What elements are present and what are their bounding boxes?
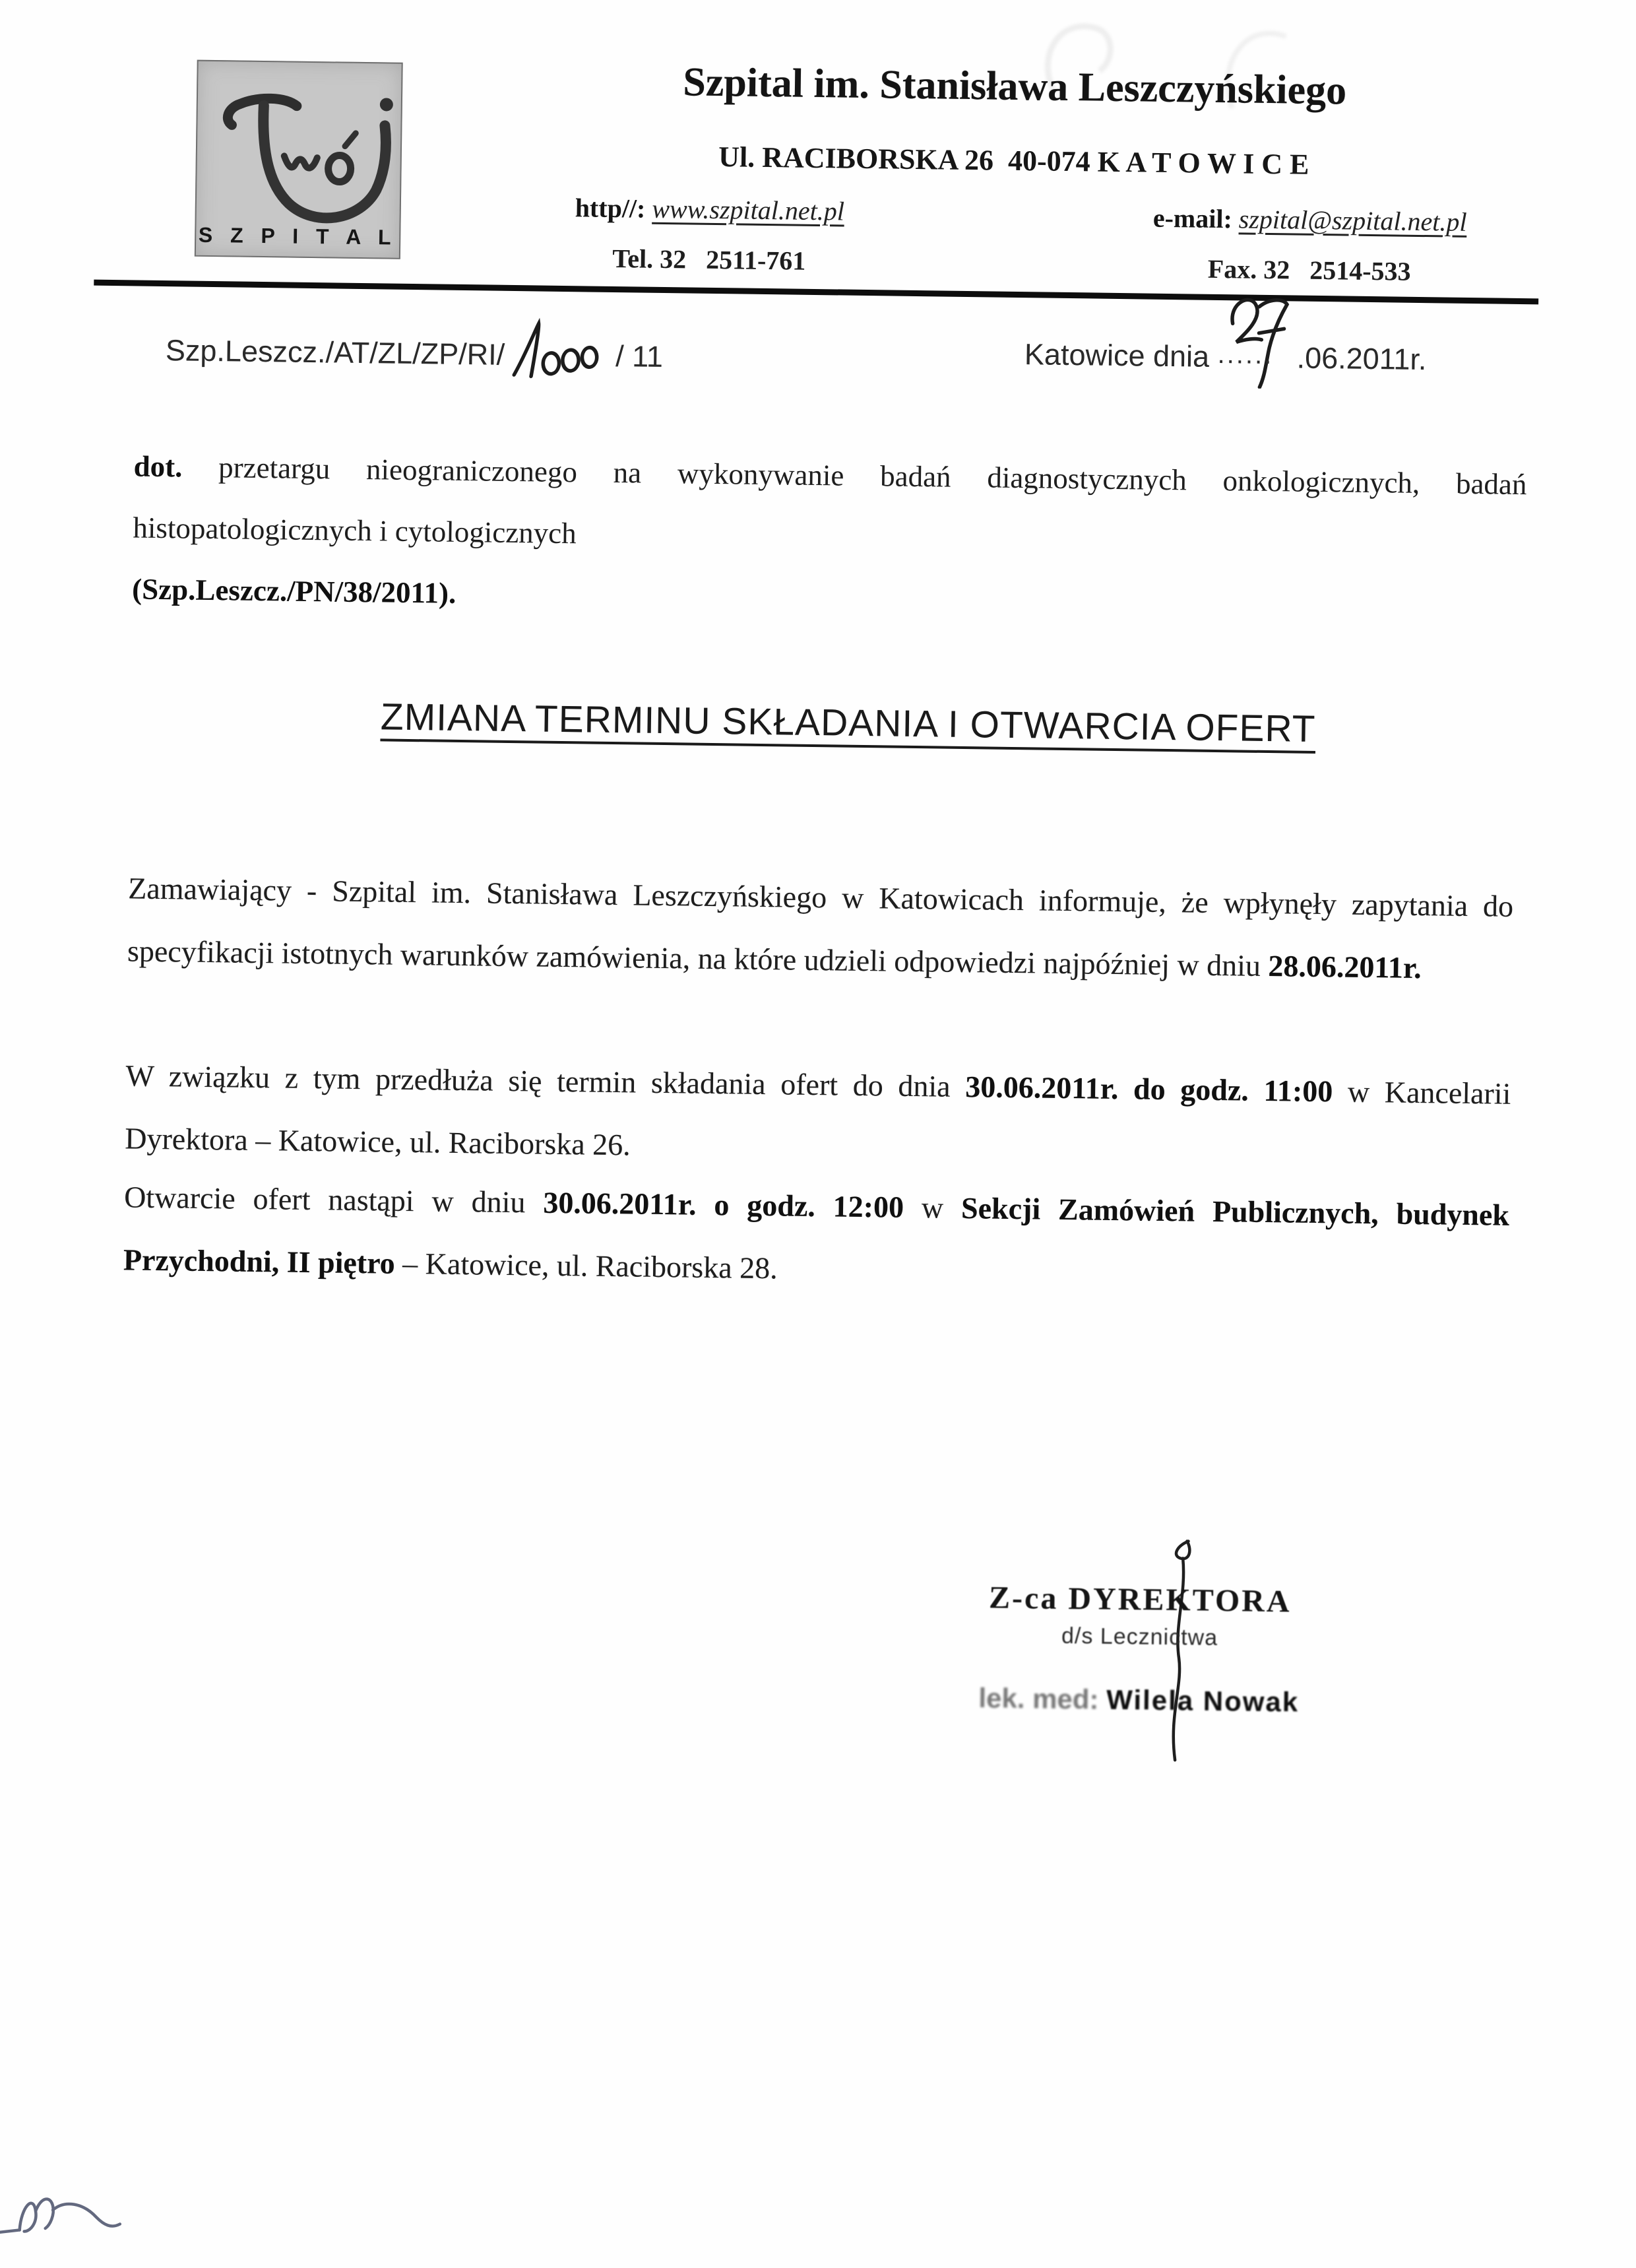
stamp-name: Wilela Nowak <box>1106 1683 1300 1718</box>
reference-prefix: Szp.Leszcz./AT/ZL/ZP/RI/ <box>165 333 505 372</box>
signature-flourish-icon <box>1159 1536 1205 1767</box>
email-label: e-mail: <box>1152 203 1233 234</box>
reference-number <box>165 312 663 381</box>
smile-face-logo-icon <box>196 61 401 229</box>
org-name: Szpital im. Stanisława Leszczyńskiego <box>683 59 1347 113</box>
stamp-position-title: Z-ca DYREKTORA <box>988 1580 1292 1619</box>
subject-text <box>133 436 1527 577</box>
email-url: szpital@szpital.net.pl <box>1238 204 1467 237</box>
place-and-date <box>1024 331 1427 377</box>
stamp-name-line <box>928 1681 1350 1718</box>
logo-szpital-label: S Z P I T A L <box>198 222 397 249</box>
fax-number: Fax. 32 2514-533 <box>1207 253 1411 286</box>
hospital-logo <box>195 60 403 259</box>
website-url: www.szpital.net.pl <box>652 193 845 226</box>
stamp-name-prefix: lek. med: <box>978 1682 1099 1715</box>
website-label: http//: <box>575 193 646 224</box>
subject-label: dot. <box>133 449 183 484</box>
paragraph-opening: Otwarcie ofert nastąpi w dniu 30.06.2011r. o godz. 12:00 w Sekcji Zamówień Publicznych, budynek Przychodni, II piętro – Katowice, ul. Raciborska 28. <box>123 1180 1510 1285</box>
subject-body: przetargu nieograniczonego na wykonywanie badań diagnostycznych onkologicznych, badań histopatologicznych i cytologicznych <box>133 450 1527 550</box>
date-dotted-line: ...... <box>1217 339 1274 370</box>
reference-suffix: / 11 <box>615 339 664 373</box>
email-line <box>1026 201 1594 239</box>
case-number: (Szp.Leszcz./PN/38/2011). <box>131 572 456 610</box>
website-line <box>459 191 961 228</box>
date-text: .06.2011r. <box>1296 340 1427 377</box>
document-title: ZMIANA TERMINU SKŁADANIA I OTWARCIA OFERT <box>380 696 1316 750</box>
paragraph-inquiries: Zamawiający - Szpital im. Stanisława Leszczyńskiego w Katowicach informuje, że wpłynęły zapytania do specyfikacji istotnych warunków zamówienia, na które udzieli odpowiedzi najpóźniej w dniu 28.06.2011r. <box>127 871 1514 985</box>
subject-block <box>132 436 1527 638</box>
paragraph-deadline-extension: W związku z tym przedłuża się termin składania ofert do dnia 30.06.2011r. do godz. 11:00 w Kancelarii Dyrektora – Katowice, ul. Raciborska 26. <box>124 1058 1511 1162</box>
place-date-label: Katowice dnia <box>1024 337 1210 373</box>
stamp-department: d/s Lecznictwa <box>1061 1623 1218 1651</box>
pen-squiggle-icon <box>0 2184 155 2249</box>
signature-stamp <box>928 1578 1352 1718</box>
phone-number: Tel. 32 2511-761 <box>612 243 806 276</box>
org-address: Ul. RACIBORSKA 26 40-074 K A T O W I C E <box>718 141 1309 181</box>
handwritten-day-27 <box>1221 289 1296 389</box>
handwritten-day-slot <box>1217 334 1297 368</box>
handwritten-number-1000 <box>507 317 612 381</box>
